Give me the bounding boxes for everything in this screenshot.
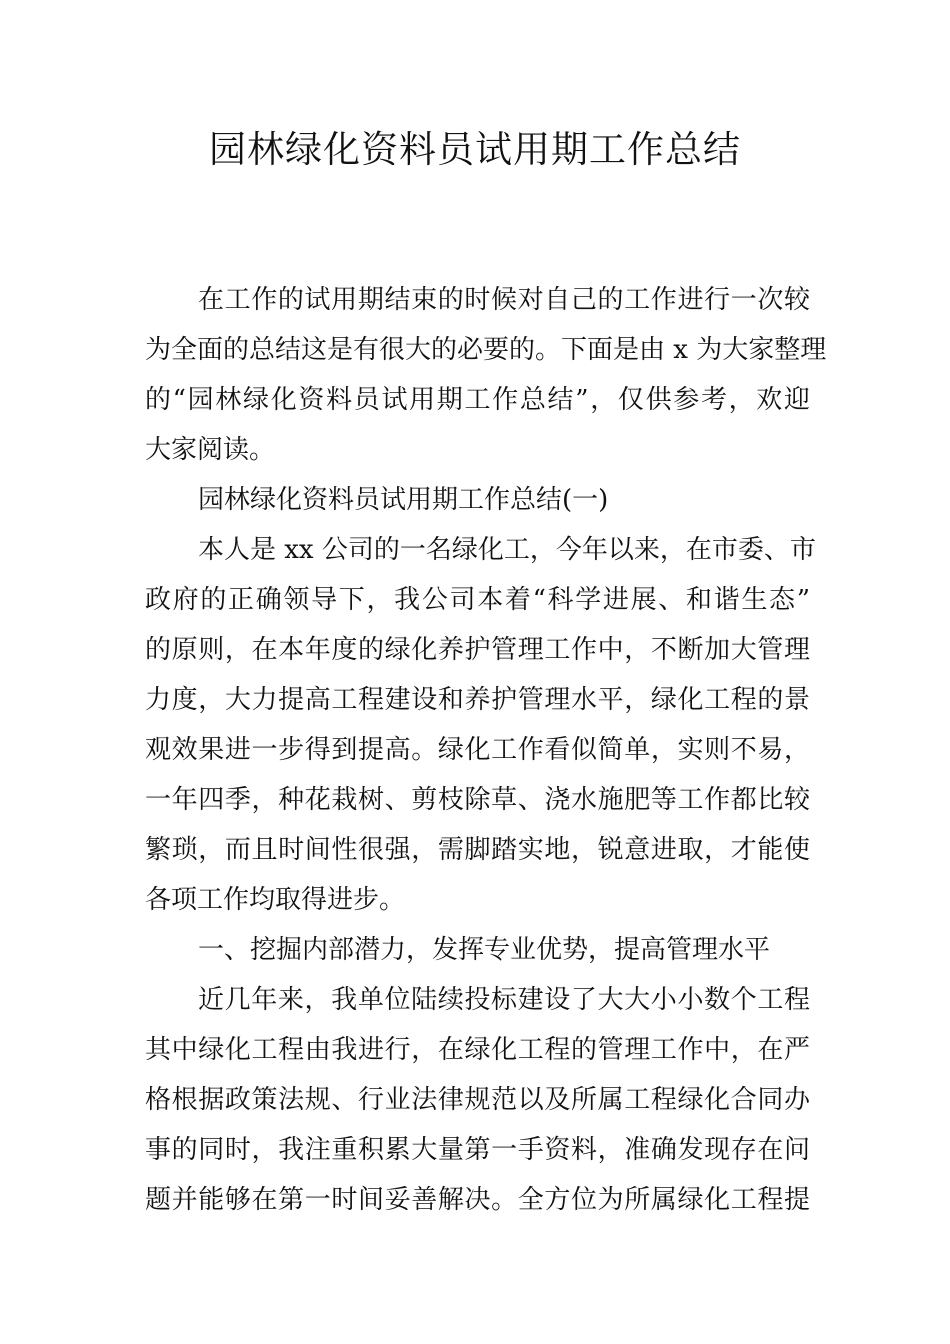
paragraph-line: 力度，大力提高工程建设和养护管理水平，绿化工程的景 <box>145 685 810 715</box>
paragraph-line: 政府的正确领导下，我公司本着“科学进展、和谐生态” <box>145 585 810 615</box>
paragraph-line: 事的同时，我注重积累大量第一手资料，准确发现存在问 <box>145 1135 810 1165</box>
paragraph-line: 其中绿化工程由我进行，在绿化工程的管理工作中，在严 <box>145 1035 810 1065</box>
document-title: 园林绿化资料员试用期工作总结 <box>209 128 741 171</box>
paragraph-line: 近几年来，我单位陆续投标建设了大大小小数个工程 <box>198 985 810 1015</box>
paragraph-line: 为全面的总结这是有很大的必要的。下面是由 x 为大家整理 <box>145 335 827 365</box>
paragraph-line: 观效果进一步得到提高。绿化工作看似简单，实则不易， <box>145 735 810 765</box>
paragraph-line: 格根据政策法规、行业法律规范以及所属工程绿化合同办 <box>145 1085 810 1115</box>
paragraph-line: 的原则，在本年度的绿化养护管理工作中，不断加大管理 <box>145 635 810 665</box>
paragraph-line: 在工作的试用期结束的时候对自己的工作进行一次较 <box>198 285 810 315</box>
paragraph-line: 题并能够在第一时间妥善解决。全方位为所属绿化工程提 <box>145 1185 810 1215</box>
paragraph-line: 的“园林绿化资料员试用期工作总结”，仅供参考，欢迎 <box>145 385 810 415</box>
paragraph-line: 本人是 xx 公司的一名绿化工，今年以来，在市委、市 <box>198 535 816 565</box>
paragraph-line: 各项工作均取得进步。 <box>145 885 406 915</box>
document-body <box>145 275 827 1225</box>
paragraph-line: 一年四季，种花栽树、剪枝除草、浇水施肥等工作都比较 <box>145 785 810 815</box>
paragraph-line: 大家阅读。 <box>145 435 276 465</box>
paragraph-line: 繁琐，而且时间性很强，需脚踏实地，锐意进取，才能使 <box>145 835 810 865</box>
section-heading: 园林绿化资料员试用期工作总结(一) <box>198 485 609 515</box>
section-heading: 一、挖掘内部潜力，发挥专业优势，提高管理水平 <box>198 935 771 965</box>
